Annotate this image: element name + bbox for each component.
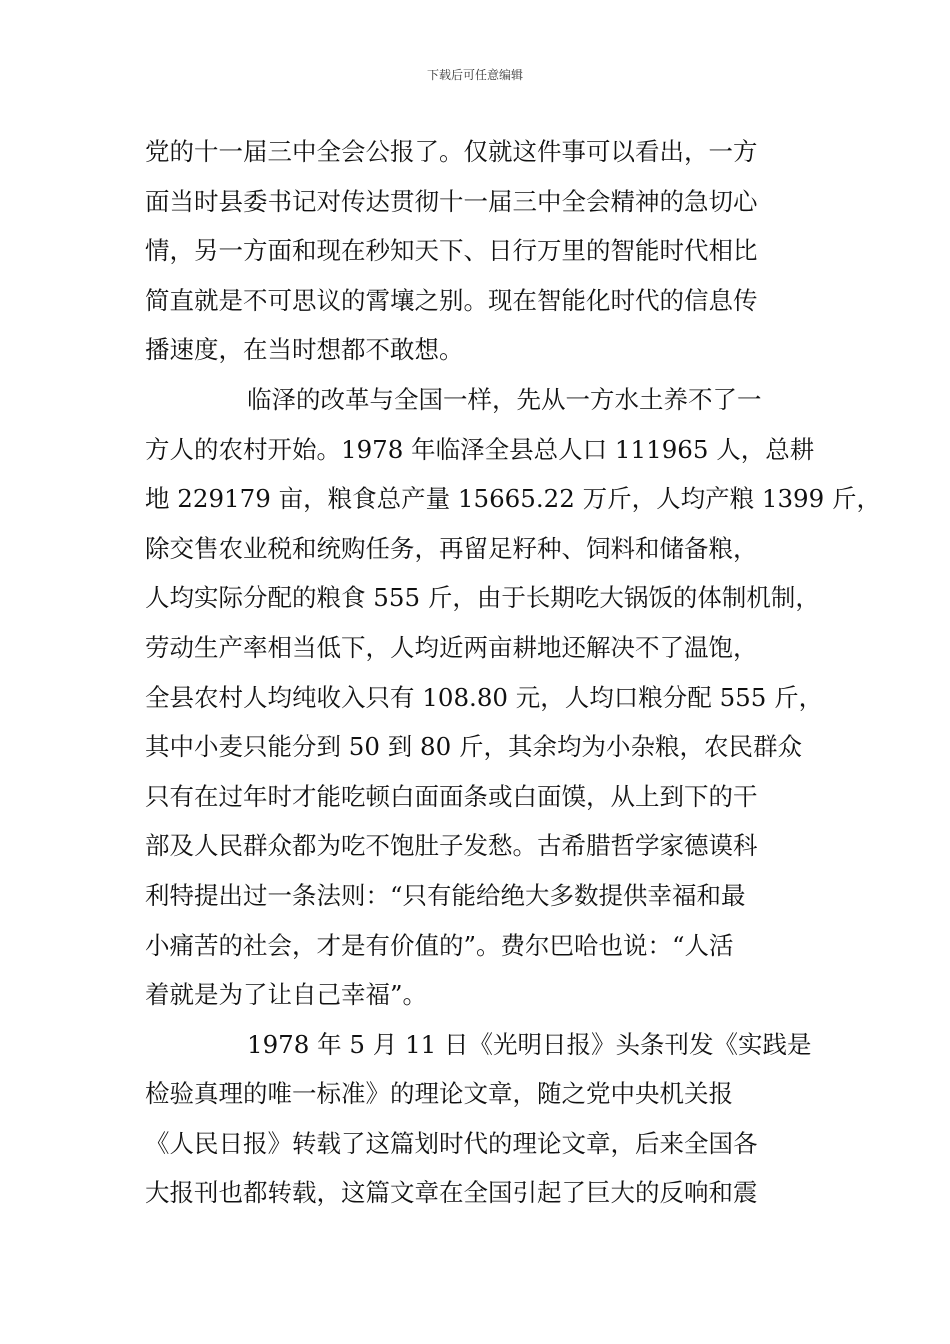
text-line: 利特提出过一条法则：“只有能给绝大多数提供幸福和最 <box>145 880 746 910</box>
text-line: 地 229179 亩，粮食总产量 15665.22 万斤，人均产粮 1399 斤， <box>145 484 882 514</box>
text-line: 情，另一方面和现在秒知天下、日行万里的智能时代相比 <box>145 236 758 266</box>
text-line: 检验真理的唯一标准》的理论文章，随之党中央机关报 <box>145 1079 733 1109</box>
text-line: 全县农村人均纯收入只有 108.80 元，人均口粮分配 555 斤， <box>145 682 824 712</box>
text-line: 人均实际分配的粮食 555 斤，由于长期吃大锅饭的体制机制， <box>145 583 820 613</box>
text-line: 播速度，在当时想都不敢想。 <box>145 335 464 365</box>
text-line: 部及人民群众都为吃不饱肚子发愁。古希腊哲学家德谟科 <box>145 831 758 861</box>
text-line: 简直就是不可思议的霄壤之别。现在智能化时代的信息传 <box>145 285 758 315</box>
text-line: 小痛苦的社会，才是有价值的”。费尔巴哈也说：“人活 <box>145 930 734 960</box>
text-line: 其中小麦只能分到 50 到 80 斤，其余均为小杂粮，农民群众 <box>145 732 802 762</box>
text-line: 党的十一届三中全会公报了。仅就这件事可以看出，一方 <box>145 137 758 166</box>
text-line: 劳动生产率相当低下，人均近两亩耕地还解决不了温饱， <box>145 632 758 662</box>
text-line: 着就是为了让自己幸福”。 <box>145 980 428 1010</box>
text-line: 大报刊也都转载，这篇文章在全国引起了巨大的反响和震 <box>145 1178 758 1208</box>
text-line: 方人的农村开始。1978 年临泽全县总人口 111965 人，总耕 <box>145 434 815 464</box>
text-line: 《人民日报》转载了这篇划时代的理论文章，后来全国各 <box>145 1128 758 1158</box>
text-line: 只有在过年时才能吃顿白面面条或白面馍，从上到下的干 <box>145 781 758 811</box>
document-body <box>145 127 882 1218</box>
text-line: 除交售农业税和统购任务，再留足籽种、饲料和储备粮， <box>145 533 758 563</box>
page-header: 下载后可任意编辑 <box>426 68 523 82</box>
paragraph-start-line: 1978 年 5 月 11 日《光明日报》头条刊发《实践是 <box>247 1029 812 1059</box>
text-line: 面当时县委书记对传达贯彻十一届三中全会精神的急切心 <box>145 186 758 216</box>
paragraph-start-line: 临泽的改革与全国一样，先从一方水土养不了一 <box>247 384 762 414</box>
